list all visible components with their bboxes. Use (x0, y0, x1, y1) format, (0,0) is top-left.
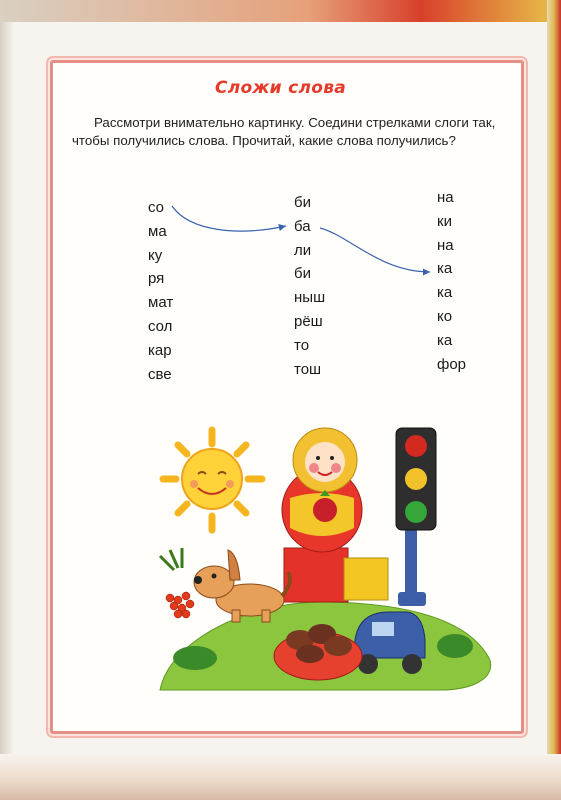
syllable[interactable]: тош (294, 360, 322, 378)
syllable[interactable]: ли (294, 241, 312, 259)
syllable[interactable]: рёш (294, 312, 323, 330)
syllable[interactable]: ба (294, 217, 311, 235)
syllable[interactable]: на (437, 236, 454, 254)
red-block (284, 548, 348, 602)
syllable[interactable]: би (294, 265, 311, 283)
syllable[interactable]: би (294, 194, 311, 211)
syllable[interactable]: со (148, 199, 165, 216)
syllable[interactable]: фор (437, 355, 467, 373)
syllable[interactable]: то (294, 336, 310, 354)
syllable[interactable]: мат (148, 294, 174, 312)
matryoshka-icon (282, 428, 362, 552)
yellow-block (344, 558, 388, 600)
syllable[interactable]: кар (148, 341, 172, 359)
exercise-title: Сложи слова (214, 78, 347, 98)
syllable[interactable]: ко (437, 307, 453, 325)
syllable[interactable]: ка (437, 260, 453, 278)
syllable[interactable]: ка (437, 331, 453, 349)
syllable[interactable]: сол (148, 317, 173, 335)
syllable[interactable]: ки (437, 212, 452, 230)
sun-icon (163, 430, 262, 530)
syllable[interactable]: ку (148, 246, 163, 264)
rowan-berries-icon (160, 548, 194, 618)
exercise-instruction: Рассмотри внимательно картинку. Соедини стрелками слоги так, чтобы получились слова. Прочитай, какие слова получились? (72, 115, 496, 148)
syllable[interactable]: све (148, 365, 172, 383)
traffic-light-icon (396, 428, 436, 606)
syllable[interactable]: ныш (294, 289, 326, 307)
syllable[interactable]: ка (437, 284, 453, 302)
syllable[interactable]: на (437, 189, 454, 206)
syllable[interactable]: ма (148, 222, 167, 240)
syllable[interactable]: ря (148, 270, 165, 288)
